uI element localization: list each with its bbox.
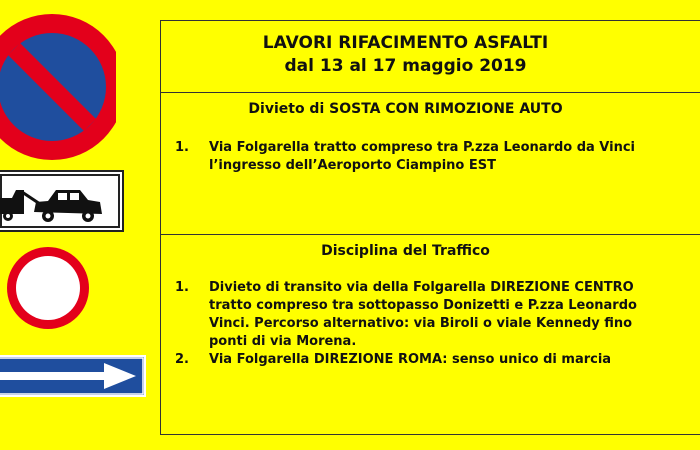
item-number: 2. xyxy=(175,352,189,367)
item-text-line: Via Folgarella DIREZIONE ROMA: senso unico di marcia xyxy=(209,352,612,367)
item-text-line: Vinci. Percorso alternativo: via Biroli o viale Kennedy fino xyxy=(209,316,633,331)
item-text-line: l’ingresso dell’Aeroporto Ciampino EST xyxy=(209,158,496,173)
section-no-parking xyxy=(161,93,700,235)
traffic-signs-column xyxy=(0,0,160,450)
item-number: 1. xyxy=(175,280,189,295)
panel-header xyxy=(161,21,700,93)
list-item xyxy=(161,279,700,351)
item-list xyxy=(161,139,700,175)
list-item xyxy=(161,139,700,175)
no-parking-sign-icon xyxy=(0,8,116,166)
item-text-line: Via Folgarella tratto compreso tra P.zza Leonardo da Vinci xyxy=(209,140,636,155)
item-text-line: Divieto di transito via della Folgarella DIREZIONE CENTRO xyxy=(209,280,634,295)
tow-truck-panel-icon xyxy=(0,170,126,234)
item-list xyxy=(161,279,700,369)
item-text-line: ponti di via Morena. xyxy=(209,334,357,349)
section-title: Disciplina del Traffico xyxy=(321,243,490,259)
list-item xyxy=(161,351,700,369)
item-text-line: tratto compreso tra sottopasso Donizetti e P.zza Leonardo xyxy=(209,298,637,313)
info-panel xyxy=(160,20,700,435)
one-way-arrow-sign-icon xyxy=(0,355,148,399)
section-traffic-rules xyxy=(161,235,700,435)
no-transit-sign-icon xyxy=(6,246,90,330)
header-dates: dal 13 al 17 maggio 2019 xyxy=(284,56,527,76)
section-title: Divieto di SOSTA CON RIMOZIONE AUTO xyxy=(248,101,563,117)
item-number: 1. xyxy=(175,140,189,155)
header-title: LAVORI RIFACIMENTO ASFALTI xyxy=(262,33,549,53)
